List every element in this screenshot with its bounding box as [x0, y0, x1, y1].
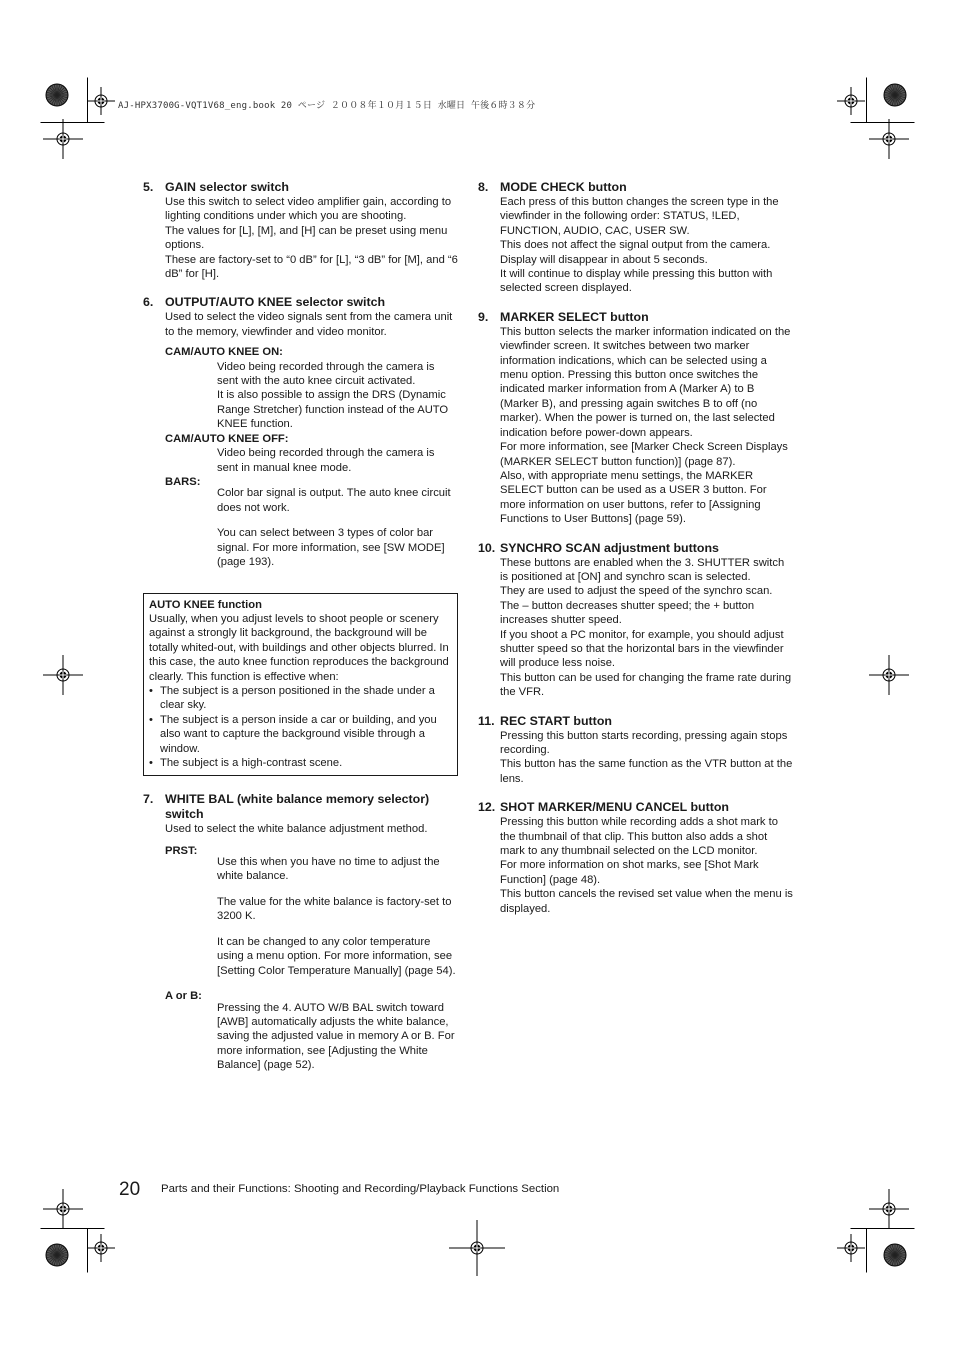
radial-color-target-icon [883, 1243, 907, 1267]
item-heading [478, 541, 793, 556]
paragraph: Used to select the white balance adjustment method. [165, 823, 428, 836]
item-body [500, 556, 793, 700]
list-item-text: The subject is a person positioned in the shade under a clear sky. [160, 684, 435, 712]
item-title: OUTPUT/AUTO KNEE selector switch [165, 295, 386, 310]
item-number: 12. [478, 800, 496, 815]
item-body [500, 729, 793, 787]
paragraph: The values for [L], [M], and [H] can be preset using menu options. [165, 224, 448, 252]
sub-content [217, 989, 458, 1083]
paragraph: It is also possible to assign the DRS (Dynamic Range Stretcher) function instead of the AUTO KNEE function. [217, 389, 449, 431]
item-white-bal [143, 792, 458, 1083]
item-body [165, 310, 458, 339]
item-title: WHITE BAL (white balance memory selector) switch [165, 792, 430, 822]
item-body [500, 195, 793, 296]
paragraph: Each press of this button changes the screen type in the viewfinder in the following order: STATUS, !LED, FUNCTION, AUDIO, CAC, USER SW. [500, 196, 779, 237]
item-title: SYNCHRO SCAN adjustment buttons [500, 540, 719, 555]
prst-row [165, 844, 458, 990]
item-synchro-scan [478, 541, 793, 700]
crop-mark-line [40, 1228, 105, 1229]
item-body [165, 822, 458, 836]
paragraph: This button selects the marker information indicated on the viewfinder screen. It switches between two marker information indications, which can be selected using a menu option. Pressing this button once switches the indicated marker information from A (Marker A) to B (Marker B), and pressing again switches B to off (no marker). When the power is turned on, the last selected indication before power-down appears. [500, 325, 791, 439]
item-heading [143, 295, 458, 310]
item-heading [478, 180, 793, 195]
item-output-auto-knee [143, 295, 458, 580]
paragraph: Usually, when you adjust levels to shoot people or scenery against a strongly lit background, the background will be totally whited-out, with buildings and other objects blurred. In this case, the auto knee function reproduces the background clearly. This function is effective when: [149, 612, 449, 683]
item-heading [143, 180, 458, 195]
paragraph: Display will disappear in about 5 seconds. [500, 253, 708, 266]
paragraph: This button can be used for changing the frame rate during the VFR. [500, 671, 792, 699]
crop-mark-line [40, 122, 105, 123]
note-title: AUTO KNEE function [149, 598, 262, 611]
bullet-icon: • [149, 684, 153, 697]
item-shot-marker [478, 800, 793, 916]
paragraph: These are factory-set to “0 dB” for [L], “3 dB” for [M], and “6 dB” for [H]. [165, 253, 458, 281]
sub-text [217, 360, 458, 432]
crop-mark-line [87, 1228, 88, 1273]
item-mode-check [478, 180, 793, 296]
crop-mark-line [866, 77, 867, 123]
sub-label: BARS: [165, 475, 201, 488]
paragraph: Pressing this button while recording adds a shot mark to the thumbnail of that clip. This button also adds a shot mark to any thumbnail selected on the LCD monitor. [500, 816, 778, 858]
item-heading [478, 714, 793, 729]
radial-color-target-icon [45, 1243, 69, 1267]
print-header: AJ-HPX3700G-VQT1V68_eng.book 20 ページ ２００８年１０月１５日 水曜日 午後６時３８分 [118, 101, 536, 111]
left-column [143, 180, 458, 1098]
crosshair-registration-icon [449, 1220, 505, 1276]
sub-text [217, 446, 458, 475]
crop-mark-line [87, 77, 88, 123]
item-gain-selector [143, 180, 458, 281]
item-heading [143, 792, 458, 822]
sub-label: A or B: [165, 990, 202, 1003]
crop-mark-line [850, 1228, 915, 1229]
list-item [149, 756, 451, 770]
bullet-list [149, 684, 451, 770]
paragraph: This button has the same function as the VTR button at the lens. [500, 758, 793, 785]
paragraph: Use this switch to select video amplifier gain, according to lighting conditions under which you are shooting. [165, 196, 452, 223]
crosshair-registration-icon [43, 119, 83, 159]
subhead-cam-auto-knee-on: CAM/AUTO KNEE ON: [165, 346, 283, 359]
item-number: 5. [143, 180, 154, 194]
list-item-text: The subject is a person inside a car or building, and you also want to capture the background visible through a window. [160, 713, 437, 755]
item-marker-select [478, 310, 793, 527]
right-column [478, 180, 793, 930]
item-heading [478, 310, 793, 325]
page-number: 20 [119, 1179, 141, 1200]
paragraph: Video being recorded through the camera is sent with the auto knee circuit activated. [217, 360, 435, 388]
crosshair-registration-icon [87, 87, 115, 115]
item-title: MARKER SELECT button [500, 309, 649, 324]
section-title: Parts and their Functions: Shooting and Recording/Playback Functions Section [161, 1183, 560, 1195]
paragraph: It can be changed to any color temperature using a menu option. For more information, see [Setting Color Temperature Manually] (page 54). [217, 935, 456, 977]
bullet-icon: • [149, 756, 153, 769]
paragraph: For more information on shot marks, see [Shot Mark Function] (page 48). [500, 859, 759, 886]
sub-label: PRST: [165, 844, 198, 857]
paragraph: The value for the white balance is factory-set to 3200 K. [217, 895, 452, 923]
item-title: SHOT MARKER/MENU CANCEL button [500, 800, 729, 815]
bullet-icon: • [149, 713, 153, 726]
crosshair-registration-icon [869, 1189, 909, 1229]
paragraph: This button cancels the revised set value when the menu is displayed. [500, 888, 793, 915]
item-rec-start [478, 714, 793, 787]
radial-color-target-icon [45, 83, 69, 107]
item-number: 10. [478, 540, 496, 555]
crosshair-registration-icon [869, 119, 909, 159]
subhead-cam-auto-knee-off: CAM/AUTO KNEE OFF: [165, 432, 289, 445]
sub-content [217, 475, 458, 581]
paragraph: For more information, see [Marker Check Screen Displays (MARKER SELECT button function)] (page 87). [500, 441, 788, 468]
crosshair-registration-icon [43, 1189, 83, 1229]
crosshair-registration-icon [837, 1234, 865, 1262]
item-body [500, 325, 793, 527]
item-title: REC START button [500, 713, 612, 728]
item-title: GAIN selector switch [165, 180, 289, 194]
item-body [500, 815, 793, 916]
list-item [149, 713, 451, 756]
paragraph: This does not affect the signal output from the camera. [500, 239, 771, 252]
item-number: 9. [478, 309, 489, 324]
crosshair-registration-icon [43, 655, 83, 695]
paragraph: Pressing the 4. AUTO W/B BAL switch toward [AWB] automatically adjusts the white balance, saving the adjusted value in memory A or B. For more information, see [Adjusting the White Balance] (page 52). [217, 1001, 455, 1072]
list-item-text: The subject is a high-contrast scene. [160, 756, 343, 769]
paragraph: Used to select the video signals sent from the camera unit to the memory, viewfinder and video monitor. [165, 311, 453, 338]
crop-mark-line [866, 1228, 867, 1273]
crop-mark-line [850, 122, 915, 123]
paragraph: These buttons are enabled when the 3. SHUTTER switch is positioned at [ON] and synchro scan is selected. [500, 556, 785, 583]
paragraph: If you shoot a PC monitor, for example, you should adjust shutter speed so that the horizontal bars in the viewfinder will produce less noise. [500, 628, 784, 670]
sub-content [217, 844, 458, 990]
crosshair-registration-icon [869, 655, 909, 695]
paragraph: Video being recorded through the camera is sent in manual knee mode. [217, 447, 435, 474]
list-item [149, 684, 451, 713]
auto-knee-note-box [143, 593, 458, 777]
paragraph: You can select between 3 types of color bar signal. For more information, see [SW MODE] (page 193). [217, 527, 445, 568]
paragraph: Use this when you have no time to adjust the white balance. [217, 855, 440, 883]
item-title: MODE CHECK button [500, 180, 627, 194]
paragraph: Color bar signal is output. The auto knee circuit does not work. [217, 487, 451, 514]
item-number: 11. [478, 713, 495, 728]
crosshair-registration-icon [837, 87, 865, 115]
item-heading [478, 800, 793, 815]
a-or-b-row [165, 989, 458, 1083]
item-number: 7. [143, 792, 154, 807]
paragraph: Also, with appropriate menu settings, the MARKER SELECT button can be used as a USER 3 button. For more information on user buttons, refer to [Assigning Functions to User Buttons] (page 59). [500, 469, 767, 526]
item-number: 8. [478, 180, 489, 194]
radial-color-target-icon [883, 83, 907, 107]
paragraph: It will continue to display while pressing this button with selected screen displayed. [500, 268, 773, 295]
paragraph: Pressing this button starts recording, pressing again stops recording. [500, 729, 788, 756]
item-number: 6. [143, 295, 154, 310]
item-body [165, 195, 458, 281]
bars-row [165, 475, 458, 581]
paragraph: They are used to adjust the speed of the synchro scan. The – button decreases shutter speed; the + button increases shutter speed. [500, 585, 773, 627]
crosshair-registration-icon [87, 1234, 115, 1262]
